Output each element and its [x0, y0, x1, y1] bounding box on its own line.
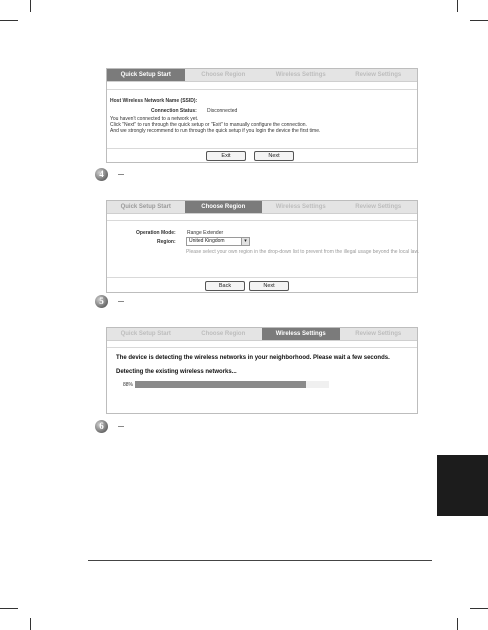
tab-choose-region[interactable]: Choose Region: [201, 72, 246, 78]
region-select[interactable]: [186, 237, 250, 246]
next-button[interactable]: Next: [254, 151, 294, 161]
tab-wireless-settings[interactable]: Wireless Settings: [275, 204, 326, 210]
tab-review-settings[interactable]: Review Settings: [355, 204, 402, 210]
region-label: Region:: [157, 239, 176, 245]
divider: [107, 277, 417, 278]
step-4-icon: 4: [95, 168, 108, 181]
step-connector: [118, 301, 124, 302]
tab-wireless-settings[interactable]: Wireless Settings: [275, 72, 326, 78]
progress-percent: 88%: [123, 382, 134, 388]
crop-mark: [30, 0, 31, 12]
divider: [107, 347, 417, 348]
step-connector: [118, 174, 124, 175]
step-connector: [118, 426, 124, 427]
tab-choose-region[interactable]: Choose Region: [185, 201, 263, 213]
crop-mark: [0, 608, 18, 609]
progress-bar-fill: [135, 381, 306, 388]
region-select-value: United Kingdom: [189, 238, 225, 244]
crop-mark: [0, 20, 18, 21]
tab-quick-setup-start[interactable]: Quick Setup Start: [107, 69, 185, 81]
tab-quick-setup-start[interactable]: Quick Setup Start: [120, 331, 171, 337]
info-line-1: You haven't connected to a network yet.: [110, 116, 199, 122]
setup-tabs: [107, 69, 417, 82]
progress-bar: [135, 381, 329, 388]
crop-mark: [470, 20, 488, 21]
exit-button[interactable]: Exit: [206, 151, 246, 161]
divider: [107, 220, 417, 221]
crop-mark: [457, 0, 458, 12]
setup-tabs: [107, 328, 417, 341]
crop-mark: [457, 618, 458, 630]
choose-region-panel: [106, 200, 418, 293]
connection-status-label: Connection Status:: [151, 108, 197, 114]
tab-choose-region[interactable]: Choose Region: [201, 331, 246, 337]
tab-wireless-settings[interactable]: Wireless Settings: [262, 328, 340, 340]
divider: [107, 89, 417, 90]
operation-mode-label: Operation Mode:: [136, 230, 176, 236]
chevron-down-icon: ▾: [241, 238, 249, 245]
page-footer-rule: [88, 560, 432, 561]
existing-networks-message: Detecting the existing wireless networks...: [116, 369, 237, 375]
info-line-3: And we strongly recommend to run through the quick setup if you login the device the first time.: [110, 128, 321, 134]
wireless-settings-panel: [106, 327, 418, 414]
operation-mode-value: Range Extender: [187, 230, 224, 236]
next-button[interactable]: Next: [249, 281, 289, 291]
crop-mark: [470, 608, 488, 609]
crop-mark: [30, 618, 31, 630]
setup-tabs: [107, 201, 417, 214]
back-button[interactable]: Back: [205, 281, 245, 291]
tab-review-settings[interactable]: Review Settings: [355, 331, 402, 337]
detecting-message: The device is detecting the wireless networks in your neighborhood. Please wait a few seconds.: [116, 355, 390, 361]
connection-status-value: Disconnected: [207, 108, 238, 114]
step-6-icon: 6: [95, 420, 108, 433]
ssid-label: Host Wireless Network Name (SSID):: [110, 98, 198, 104]
info-line-2: Click "Next" to run through the quick setup or "Exit" to manually configure the connection.: [110, 122, 307, 128]
quick-setup-start-panel: [106, 68, 418, 163]
divider: [107, 148, 417, 149]
step-5-icon: 5: [95, 295, 108, 308]
section-thumb-tab: [437, 455, 488, 516]
tab-quick-setup-start[interactable]: Quick Setup Start: [120, 204, 171, 210]
region-hint: Please select your own region in the drop-down list to prevent from the illegal usage beyond the local law.: [186, 249, 420, 255]
tab-review-settings[interactable]: Review Settings: [355, 72, 402, 78]
